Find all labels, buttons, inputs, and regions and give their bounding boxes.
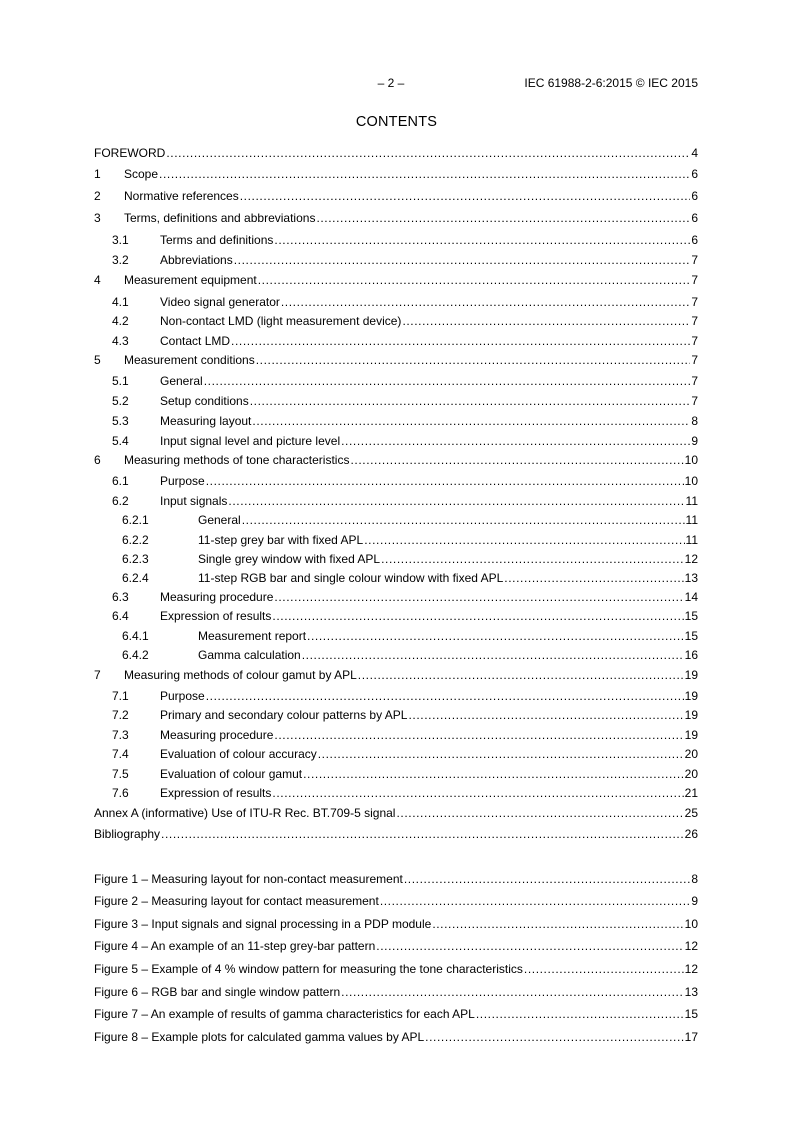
figure-list-entry[interactable] — [94, 893, 698, 909]
toc-entry-page: 14 — [684, 590, 698, 604]
toc-entry-page: 19 — [684, 689, 698, 703]
dot-leader — [364, 532, 684, 548]
dot-leader — [504, 570, 683, 586]
dot-leader — [341, 984, 684, 1000]
toc-entry-number: 6.4.1 — [122, 629, 149, 643]
toc-entry[interactable] — [94, 493, 698, 509]
toc-entry[interactable] — [94, 647, 698, 663]
dot-leader — [318, 746, 684, 762]
toc-entry-page: 4 — [691, 146, 698, 160]
dot-leader — [206, 688, 684, 704]
toc-entry-number: 5.1 — [112, 374, 129, 388]
toc-entry-number: 3.1 — [112, 233, 129, 247]
toc-entry[interactable] — [94, 805, 698, 821]
toc-entry-title: Measuring procedure — [160, 728, 274, 742]
figure-entry-page: 15 — [684, 1007, 698, 1021]
toc-entry-page: 11 — [685, 513, 698, 527]
dot-leader — [524, 961, 684, 977]
figure-list-entry[interactable] — [94, 871, 698, 887]
toc-entry-number: 6.2.3 — [122, 552, 149, 566]
dot-leader — [358, 667, 684, 683]
toc-entry-number: 6.1 — [112, 474, 129, 488]
toc-entry-page: 7 — [691, 253, 698, 267]
toc-entry-page: 15 — [684, 629, 698, 643]
dot-leader — [376, 938, 683, 954]
dot-leader — [242, 512, 685, 528]
toc-entry-title: Terms, definitions and abbreviations — [124, 211, 316, 225]
toc-entry-title: Purpose — [160, 474, 205, 488]
toc-entry-title: 11-step grey bar with fixed APL — [198, 533, 364, 547]
toc-entry-title: General — [198, 513, 241, 527]
dot-leader — [231, 333, 690, 349]
toc-entry-number: 3 — [94, 211, 101, 225]
dot-leader — [404, 871, 690, 887]
toc-entry[interactable] — [94, 473, 698, 489]
dot-leader — [316, 210, 690, 226]
toc-entry-page: 6 — [691, 189, 698, 203]
toc-entry[interactable] — [94, 667, 698, 683]
dot-leader — [258, 272, 691, 288]
toc-entry[interactable] — [94, 166, 698, 182]
dot-leader — [476, 1006, 684, 1022]
toc-entry-number: 7.4 — [112, 747, 129, 761]
dot-leader — [302, 647, 684, 663]
toc-entry[interactable] — [94, 707, 698, 723]
figure-entry-title: Figure 6 – RGB bar and single window pattern — [94, 985, 341, 999]
figure-list-entry[interactable] — [94, 1006, 698, 1022]
toc-entry-title: Measuring layout — [160, 414, 252, 428]
toc-entry-number: 4.1 — [112, 295, 129, 309]
toc-entry-title: Scope — [124, 167, 159, 181]
toc-entry-number: 2 — [94, 189, 101, 203]
toc-entry-number: 7 — [94, 668, 101, 682]
toc-entry[interactable] — [94, 727, 698, 743]
dot-leader — [240, 188, 691, 204]
toc-entry-title: Setup conditions — [160, 394, 249, 408]
toc-entry[interactable] — [94, 433, 698, 449]
toc-entry[interactable] — [94, 608, 698, 624]
toc-entry[interactable] — [94, 272, 698, 288]
toc-entry-page: 7 — [691, 394, 698, 408]
dot-leader — [432, 916, 683, 932]
toc-entry-number: 7.1 — [112, 689, 129, 703]
figure-list-entry[interactable] — [94, 938, 698, 954]
figure-entry-title: Figure 4 – An example of an 11-step grey-bar pattern — [94, 939, 376, 953]
toc-entry-page: 19 — [684, 728, 698, 742]
toc-entry-page: 21 — [684, 786, 698, 800]
toc-entry[interactable] — [94, 210, 698, 226]
toc-entry-number: 6.2 — [112, 494, 129, 508]
dot-leader — [228, 493, 684, 509]
toc-entry-title: Expression of results — [160, 786, 272, 800]
dot-leader — [307, 628, 684, 644]
toc-entry-number: 6.2.4 — [122, 571, 149, 585]
contents-heading: CONTENTS — [355, 114, 438, 130]
toc-entry-title: Primary and secondary colour patterns by APL — [160, 708, 408, 722]
dot-leader — [350, 452, 683, 468]
toc-entry-page: 7 — [691, 334, 698, 348]
dot-leader — [161, 826, 684, 842]
dot-leader — [234, 252, 691, 268]
toc-entry[interactable] — [94, 252, 698, 268]
figure-entry-title: Figure 1 – Measuring layout for non-contact measurement — [94, 872, 403, 886]
toc-entry[interactable] — [94, 512, 698, 528]
toc-entry-page: 20 — [684, 747, 698, 761]
toc-entry-number: 5.3 — [112, 414, 129, 428]
dot-leader — [274, 589, 683, 605]
toc-entry[interactable] — [94, 785, 698, 801]
toc-entry-title: Measuring methods of tone characteristics — [124, 453, 350, 467]
toc-entry[interactable] — [94, 589, 698, 605]
toc-entry-title: Evaluation of colour gamut — [160, 767, 303, 781]
dot-leader — [380, 893, 691, 909]
toc-entry-title: Gamma calculation — [198, 648, 301, 662]
toc-entry-page: 19 — [684, 668, 698, 682]
toc-entry-title: Evaluation of colour accuracy — [160, 747, 317, 761]
toc-entry-page: 7 — [691, 314, 698, 328]
toc-entry-number: 5.2 — [112, 394, 129, 408]
toc-entry-title: Contact LMD — [160, 334, 231, 348]
toc-entry[interactable] — [94, 688, 698, 704]
figure-list-entry[interactable] — [94, 916, 698, 932]
toc-entry-page: 7 — [691, 374, 698, 388]
toc-entry-title: Measurement equipment — [124, 273, 257, 287]
toc-entry[interactable] — [94, 570, 698, 586]
toc-entry-number: 6.2.1 — [122, 513, 149, 527]
figure-entry-title: Figure 3 – Input signals and signal processing in a PDP module — [94, 917, 432, 931]
toc-entry-number: 6.3 — [112, 590, 129, 604]
figure-entry-title: Figure 8 – Example plots for calculated gamma values by APL — [94, 1030, 425, 1044]
toc-entry[interactable] — [94, 313, 698, 329]
dot-leader — [425, 1029, 683, 1045]
page-header — [94, 76, 698, 92]
toc-entry-title: Non-contact LMD (light measurement device) — [160, 314, 402, 328]
dot-leader — [206, 473, 684, 489]
figure-entry-page: 13 — [684, 985, 698, 999]
toc-entry-title: 11-step RGB bar and single colour window with fixed APL — [198, 571, 504, 585]
toc-entry-number: 7.6 — [112, 786, 129, 800]
toc-entry-number: 4.3 — [112, 334, 129, 348]
toc-entry[interactable] — [94, 746, 698, 762]
figure-list-entry[interactable] — [94, 1029, 698, 1045]
toc-entry-page: 25 — [684, 806, 698, 820]
document-reference: IEC 61988-2-6:2015 © IEC 2015 — [524, 76, 698, 90]
dot-leader — [396, 805, 683, 821]
figure-entry-page: 12 — [684, 939, 698, 953]
toc-entry[interactable] — [94, 333, 698, 349]
page-number: – 2 – — [377, 76, 405, 90]
toc-entry-page: 11 — [685, 533, 698, 547]
dot-leader — [281, 294, 690, 310]
dot-leader — [159, 166, 690, 182]
figure-entry-page: 8 — [691, 872, 698, 886]
dot-leader — [256, 352, 691, 368]
toc-entry-page: 8 — [691, 414, 698, 428]
toc-entry[interactable] — [94, 393, 698, 409]
figure-entry-page: 12 — [684, 962, 698, 976]
dot-leader — [274, 232, 690, 248]
toc-entry-page: 10 — [684, 474, 698, 488]
figure-entry-title: Figure 2 – Measuring layout for contact measurement — [94, 894, 379, 908]
toc-entry[interactable] — [94, 373, 698, 389]
toc-entry[interactable] — [94, 826, 698, 842]
toc-entry-title: Measuring methods of colour gamut by APL — [124, 668, 357, 682]
toc-entry-number: 6 — [94, 453, 101, 467]
dot-leader — [204, 373, 691, 389]
toc-entry-number: 4.2 — [112, 314, 129, 328]
toc-entry-number: 1 — [94, 167, 101, 181]
toc-entry-page: 13 — [684, 571, 698, 585]
dot-leader — [166, 145, 690, 161]
toc-entry[interactable] — [94, 232, 698, 248]
dot-leader — [408, 707, 683, 723]
toc-entry[interactable] — [94, 352, 698, 368]
toc-entry[interactable] — [94, 294, 698, 310]
figure-list-entry[interactable] — [94, 984, 698, 1000]
dot-leader — [272, 785, 683, 801]
dot-leader — [272, 608, 683, 624]
toc-entry-title: Expression of results — [160, 609, 272, 623]
toc-entry-page: 26 — [684, 827, 698, 841]
toc-entry[interactable] — [94, 145, 698, 161]
toc-entry-title: Annex A (informative) Use of ITU-R Rec. BT.709-5 signal — [94, 806, 396, 820]
toc-entry-title: Purpose — [160, 689, 205, 703]
toc-entry-page: 16 — [684, 648, 698, 662]
toc-entry-title: Input signal level and picture level — [160, 434, 341, 448]
toc-entry-page: 7 — [691, 353, 698, 367]
toc-entry-number: 4 — [94, 273, 101, 287]
dot-leader — [402, 313, 690, 329]
toc-entry-page: 15 — [684, 609, 698, 623]
toc-entry[interactable] — [94, 551, 698, 567]
dot-leader — [274, 727, 683, 743]
toc-entry-number: 7.2 — [112, 708, 129, 722]
toc-entry[interactable] — [94, 766, 698, 782]
dot-leader — [250, 393, 691, 409]
toc-entry[interactable] — [94, 452, 698, 468]
toc-entry-page: 11 — [685, 494, 698, 508]
toc-entry-page: 12 — [684, 552, 698, 566]
toc-entry-title: Terms and definitions — [160, 233, 274, 247]
toc-entry-number: 6.4 — [112, 609, 129, 623]
dot-leader — [341, 433, 690, 449]
toc-entry[interactable] — [94, 628, 698, 644]
toc-entry-title: Bibliography — [94, 827, 161, 841]
toc-entry-title: Measuring procedure — [160, 590, 274, 604]
figure-entry-title: Figure 5 – Example of 4 % window pattern for measuring the tone characteristics — [94, 962, 523, 976]
toc-entry-page: 7 — [691, 295, 698, 309]
toc-entry-number: 7.3 — [112, 728, 129, 742]
toc-entry[interactable] — [94, 532, 698, 548]
figure-entry-page: 17 — [684, 1030, 698, 1044]
toc-entry-page: 7 — [691, 273, 698, 287]
dot-leader — [252, 413, 690, 429]
figure-list-entry[interactable] — [94, 961, 698, 977]
toc-entry-page: 9 — [691, 434, 698, 448]
toc-entry-page: 20 — [684, 767, 698, 781]
toc-entry-title: General — [160, 374, 203, 388]
toc-entry-number: 7.5 — [112, 767, 129, 781]
figure-entry-page: 10 — [684, 917, 698, 931]
figure-entry-page: 9 — [691, 894, 698, 908]
toc-entry-page: 6 — [691, 211, 698, 225]
toc-entry[interactable] — [94, 413, 698, 429]
toc-entry-title: FOREWORD — [94, 146, 166, 160]
toc-entry-number: 6.2.2 — [122, 533, 149, 547]
toc-entry-number: 5.4 — [112, 434, 129, 448]
dot-leader — [381, 551, 684, 567]
toc-entry[interactable] — [94, 188, 698, 204]
dot-leader — [303, 766, 684, 782]
toc-entry-title: Measurement conditions — [124, 353, 255, 367]
toc-entry-title: Measurement report — [198, 629, 307, 643]
toc-entry-title: Video signal generator — [160, 295, 280, 309]
toc-entry-number: 3.2 — [112, 253, 129, 267]
toc-entry-title: Normative references — [124, 189, 239, 203]
toc-entry-page: 6 — [691, 233, 698, 247]
toc-entry-page: 6 — [691, 167, 698, 181]
toc-entry-title: Single grey window with fixed APL — [198, 552, 381, 566]
toc-entry-number: 6.4.2 — [122, 648, 149, 662]
toc-entry-page: 10 — [684, 453, 698, 467]
toc-entry-page: 19 — [684, 708, 698, 722]
toc-entry-number: 5 — [94, 353, 101, 367]
toc-entry-title: Input signals — [160, 494, 228, 508]
figure-entry-title: Figure 7 – An example of results of gamma characteristics for each APL — [94, 1007, 475, 1021]
toc-entry-title: Abbreviations — [160, 253, 233, 267]
